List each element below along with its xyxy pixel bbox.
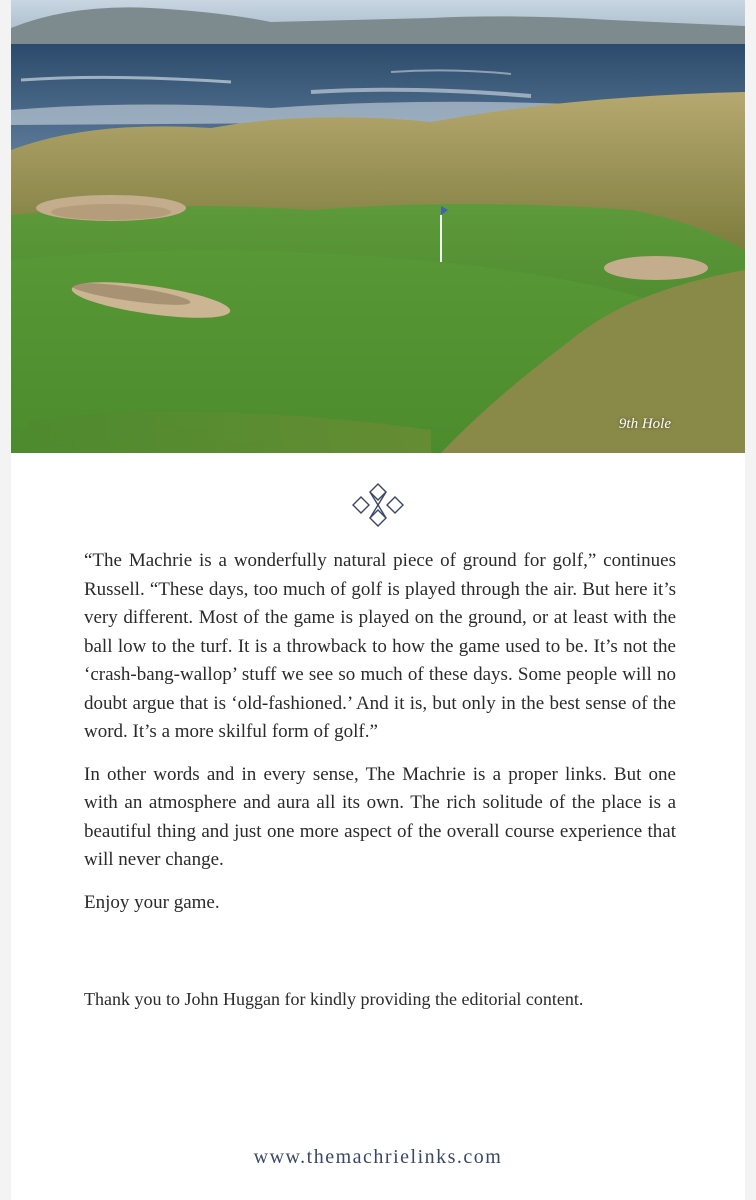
diamond-ornament-icon xyxy=(351,482,405,528)
page xyxy=(11,0,745,1200)
website-link[interactable]: www.themachrielinks.com xyxy=(253,1146,503,1168)
golf-course-illustration xyxy=(11,0,745,453)
article-body xyxy=(84,547,676,931)
paragraph-quote: “The Machrie is a wonderfully natural piece of ground for golf,” continues Russell. “These days, too much of golf is played through the air. But here it’s very different. Most of the game is played on the ground, or at least with the ball low to the turf. It is a throwback to how the game used to be. It’s not the ‘crash-bang-wallop’ stuff we see so much of these days. Some people will no doubt argue that is ‘old-fashioned.’ And it is, but only in the best sense of the word. It’s a more skilful form of golf.” xyxy=(84,550,676,742)
golf-course-photo xyxy=(11,0,745,453)
photo-caption: 9th Hole xyxy=(618,416,671,432)
paragraph-enjoy: Enjoy your game. xyxy=(84,891,220,913)
paragraph-proper-links: In other words and in every sense, The Machrie is a proper links. But one with an atmosphere and aura all its own. The rich solitude of the place is a beautiful thing and just one more aspect of the overall course experience that will never change. xyxy=(84,763,676,870)
editorial-credit: Thank you to John Huggan for kindly providing the editorial content. xyxy=(84,989,584,1009)
